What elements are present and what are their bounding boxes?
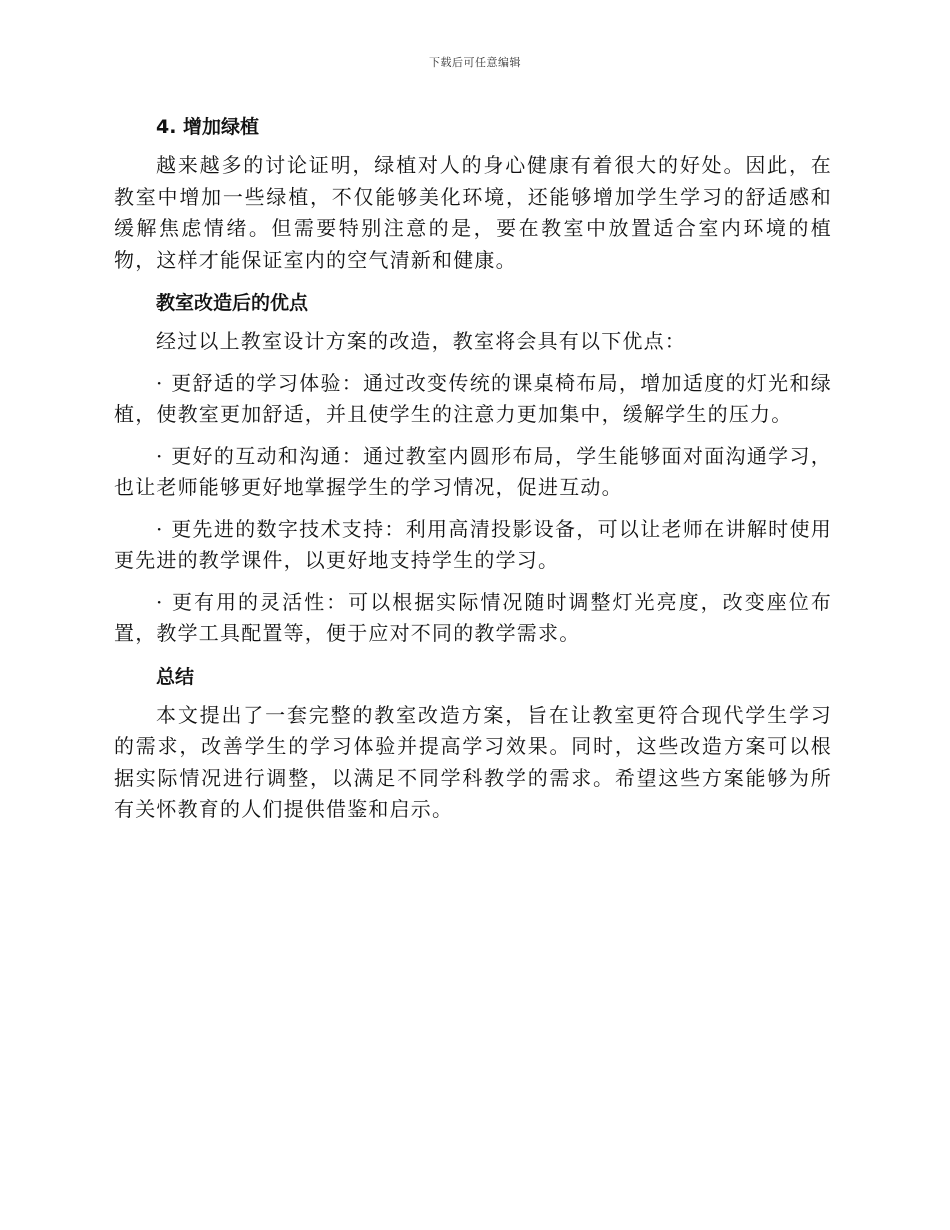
advantage-item-flexibility: · 更有用的灵活性：可以根据实际情况随时调整灯光亮度，改变座位布置，教学工具配置等，便于应对不同的教学需求。	[114, 589, 832, 645]
document-body	[114, 112, 832, 826]
section-heading-greenery: 4. 增加绿植	[156, 116, 260, 138]
summary-paragraph: 本文提出了一套完整的教室改造方案，旨在让教室更符合现代学生学习的需求，改善学生的学习体验并提高学习效果。同时，这些改造方案可以根据实际情况进行调整，以满足不同学科教学的需求。希望这些方案能够为所有关怀教育的人们提供借鉴和启示。	[114, 702, 832, 821]
section-heading-summary: 总结	[156, 665, 195, 688]
page-header: 下载后可任意编辑	[429, 56, 521, 69]
greenery-paragraph: 越来越多的讨论证明，绿植对人的身心健康有着很大的好处。因此，在教室中增加一些绿植，不仅能够美化环境，还能够增加学生学习的舒适感和缓解焦虑情绪。但需要特别注意的是，要在教室中放置适合室内环境的植物，这样才能保证室内的空气清新和健康。	[114, 153, 832, 272]
advantage-item-comfort: · 更舒适的学习体验：通过改变传统的课桌椅布局，增加适度的灯光和绿植，使教室更加舒适，并且使学生的注意力更加集中，缓解学生的压力。	[114, 370, 832, 426]
advantages-intro: 经过以上教室设计方案的改造，教室将会具有以下优点：	[156, 329, 686, 353]
section-heading-advantages: 教室改造后的优点	[156, 292, 309, 314]
advantage-item-technology: · 更先进的数字技术支持：利用高清投影设备，可以让老师在讲解时使用更先进的教学课件，以更好地支持学生的学习。	[114, 516, 832, 572]
advantage-item-interaction: · 更好的互动和沟通：通过教室内圆形布局，学生能够面对面沟通学习，也让老师能够更好地掌握学生的学习情况，促进互动。	[114, 443, 832, 499]
